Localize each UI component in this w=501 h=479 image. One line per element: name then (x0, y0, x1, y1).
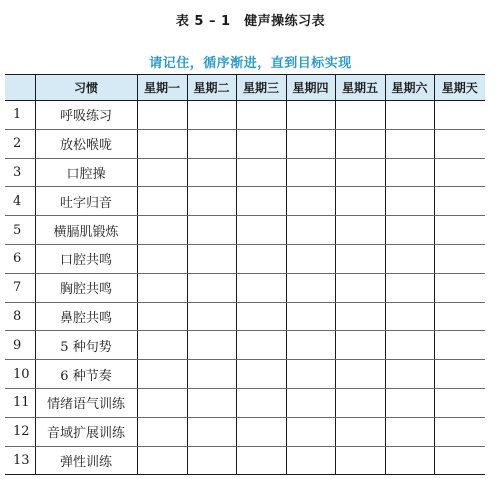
row-number: 10 (5, 360, 35, 389)
day-check-cell[interactable] (385, 417, 434, 446)
day-check-cell[interactable] (137, 417, 187, 446)
header-cell-index (5, 75, 35, 101)
day-check-cell[interactable] (434, 158, 485, 187)
row-number: 4 (5, 187, 35, 216)
day-check-cell[interactable] (236, 388, 286, 417)
day-check-cell[interactable] (137, 129, 187, 158)
day-check-cell[interactable] (385, 129, 434, 158)
day-check-cell[interactable] (187, 331, 236, 360)
day-check-cell[interactable] (385, 331, 434, 360)
habit-name: 吐字归音 (35, 187, 137, 216)
day-check-cell[interactable] (286, 417, 335, 446)
day-check-cell[interactable] (385, 101, 434, 130)
day-check-cell[interactable] (236, 216, 286, 245)
day-check-cell[interactable] (187, 446, 236, 475)
day-check-cell[interactable] (434, 216, 485, 245)
table-subtitle: 请记住，循序渐进，直到目标实现 (149, 56, 352, 71)
day-check-cell[interactable] (137, 216, 187, 245)
day-check-cell[interactable] (236, 129, 286, 158)
header-cell-sunday: 星期天 (434, 75, 485, 101)
day-check-cell[interactable] (385, 360, 434, 389)
row-number: 5 (5, 216, 35, 245)
day-check-cell[interactable] (137, 101, 187, 130)
day-check-cell[interactable] (286, 158, 335, 187)
day-check-cell[interactable] (335, 244, 385, 273)
day-check-cell[interactable] (335, 101, 385, 130)
header-cell-monday: 星期一 (137, 75, 187, 101)
day-check-cell[interactable] (385, 302, 434, 331)
day-check-cell[interactable] (434, 388, 485, 417)
day-check-cell[interactable] (187, 388, 236, 417)
row-number: 11 (5, 388, 35, 417)
table-row (5, 446, 485, 475)
day-check-cell[interactable] (286, 129, 335, 158)
day-check-cell[interactable] (434, 331, 485, 360)
day-check-cell[interactable] (335, 388, 385, 417)
habit-name: 口腔操 (35, 158, 137, 187)
row-number: 9 (5, 331, 35, 360)
practice-table (5, 74, 485, 475)
day-check-cell[interactable] (335, 216, 385, 245)
day-check-cell[interactable] (385, 158, 434, 187)
day-check-cell[interactable] (434, 302, 485, 331)
day-check-cell[interactable] (187, 187, 236, 216)
table-title: 表 5 – 1 健声操练习表 (175, 14, 326, 29)
table-header-row (5, 75, 485, 101)
header-cell-tuesday: 星期二 (187, 75, 236, 101)
table-row (5, 388, 485, 417)
header-cell-thursday: 星期四 (286, 75, 335, 101)
day-check-cell[interactable] (236, 302, 286, 331)
day-check-cell[interactable] (137, 360, 187, 389)
day-check-cell[interactable] (286, 360, 335, 389)
day-check-cell[interactable] (137, 331, 187, 360)
day-check-cell[interactable] (236, 417, 286, 446)
day-check-cell[interactable] (434, 244, 485, 273)
day-check-cell[interactable] (434, 273, 485, 302)
day-check-cell[interactable] (236, 187, 286, 216)
day-check-cell[interactable] (286, 101, 335, 130)
day-check-cell[interactable] (335, 187, 385, 216)
table-row (5, 158, 485, 187)
table-row (5, 244, 485, 273)
habit-name: 音域扩展训练 (35, 417, 137, 446)
day-check-cell[interactable] (286, 302, 335, 331)
habit-name: 横膈肌锻炼 (35, 216, 137, 245)
day-check-cell[interactable] (236, 331, 286, 360)
day-check-cell[interactable] (286, 244, 335, 273)
habit-name: 口腔共鸣 (35, 244, 137, 273)
header-cell-wednesday: 星期三 (236, 75, 286, 101)
day-check-cell[interactable] (286, 388, 335, 417)
day-check-cell[interactable] (187, 273, 236, 302)
day-check-cell[interactable] (137, 302, 187, 331)
day-check-cell[interactable] (385, 446, 434, 475)
habit-name: 5 种句势 (35, 331, 137, 360)
table-row (5, 417, 485, 446)
day-check-cell[interactable] (385, 187, 434, 216)
day-check-cell[interactable] (335, 158, 385, 187)
habit-name: 弹性训练 (35, 446, 137, 475)
day-check-cell[interactable] (434, 446, 485, 475)
habit-name: 情绪语气训练 (35, 388, 137, 417)
day-check-cell[interactable] (137, 158, 187, 187)
day-check-cell[interactable] (434, 101, 485, 130)
day-check-cell[interactable] (137, 446, 187, 475)
day-check-cell[interactable] (335, 129, 385, 158)
table-row (5, 331, 485, 360)
row-number: 6 (5, 244, 35, 273)
header-cell-saturday: 星期六 (385, 75, 434, 101)
day-check-cell[interactable] (187, 360, 236, 389)
table-row (5, 302, 485, 331)
table-row (5, 273, 485, 302)
row-number: 13 (13, 452, 30, 468)
day-check-cell[interactable] (385, 388, 434, 417)
habit-name: 放松喉咙 (35, 129, 137, 158)
day-check-cell[interactable] (335, 302, 385, 331)
row-number: 7 (5, 273, 35, 302)
table-row (5, 101, 485, 130)
table-row (5, 360, 485, 389)
day-check-cell[interactable] (236, 101, 286, 130)
row-number: 2 (5, 129, 35, 158)
day-check-cell[interactable] (137, 388, 187, 417)
day-check-cell[interactable] (434, 129, 485, 158)
day-check-cell[interactable] (286, 273, 335, 302)
day-check-cell[interactable] (187, 417, 236, 446)
day-check-cell[interactable] (286, 187, 335, 216)
day-check-cell[interactable] (335, 417, 385, 446)
row-number: 1 (5, 101, 35, 130)
day-check-cell[interactable] (236, 158, 286, 187)
day-check-cell[interactable] (335, 446, 385, 475)
day-check-cell[interactable] (137, 187, 187, 216)
day-check-cell[interactable] (434, 187, 485, 216)
day-check-cell[interactable] (187, 101, 236, 130)
day-check-cell[interactable] (236, 360, 286, 389)
day-check-cell[interactable] (187, 244, 236, 273)
day-check-cell[interactable] (137, 244, 187, 273)
row-number: 12 (5, 417, 35, 446)
habit-name: 6 种节奏 (35, 360, 137, 389)
table-body (5, 101, 485, 475)
day-check-cell[interactable] (286, 446, 335, 475)
day-check-cell[interactable] (335, 273, 385, 302)
day-check-cell[interactable] (385, 216, 434, 245)
day-check-cell[interactable] (335, 360, 385, 389)
day-check-cell[interactable] (335, 331, 385, 360)
day-check-cell[interactable] (385, 273, 434, 302)
habit-name: 胸腔共鸣 (35, 273, 137, 302)
day-check-cell[interactable] (236, 446, 286, 475)
day-check-cell[interactable] (137, 273, 187, 302)
day-check-cell[interactable] (236, 244, 286, 273)
header-cell-friday: 星期五 (335, 75, 385, 101)
row-number: 8 (5, 302, 35, 331)
day-check-cell[interactable] (187, 158, 236, 187)
day-check-cell[interactable] (187, 129, 236, 158)
row-number: 3 (5, 158, 35, 187)
table-row (5, 187, 485, 216)
day-check-cell[interactable] (286, 216, 335, 245)
day-check-cell[interactable] (187, 216, 236, 245)
header-cell-habit: 习惯 (35, 75, 137, 101)
table-row (5, 129, 485, 158)
day-check-cell[interactable] (434, 417, 485, 446)
table-row (5, 216, 485, 245)
day-check-cell[interactable] (187, 302, 236, 331)
day-check-cell[interactable] (236, 273, 286, 302)
day-check-cell[interactable] (434, 360, 485, 389)
day-check-cell[interactable] (286, 331, 335, 360)
day-check-cell[interactable] (385, 244, 434, 273)
habit-name: 呼吸练习 (35, 101, 137, 130)
habit-name: 鼻腔共鸣 (35, 302, 137, 331)
